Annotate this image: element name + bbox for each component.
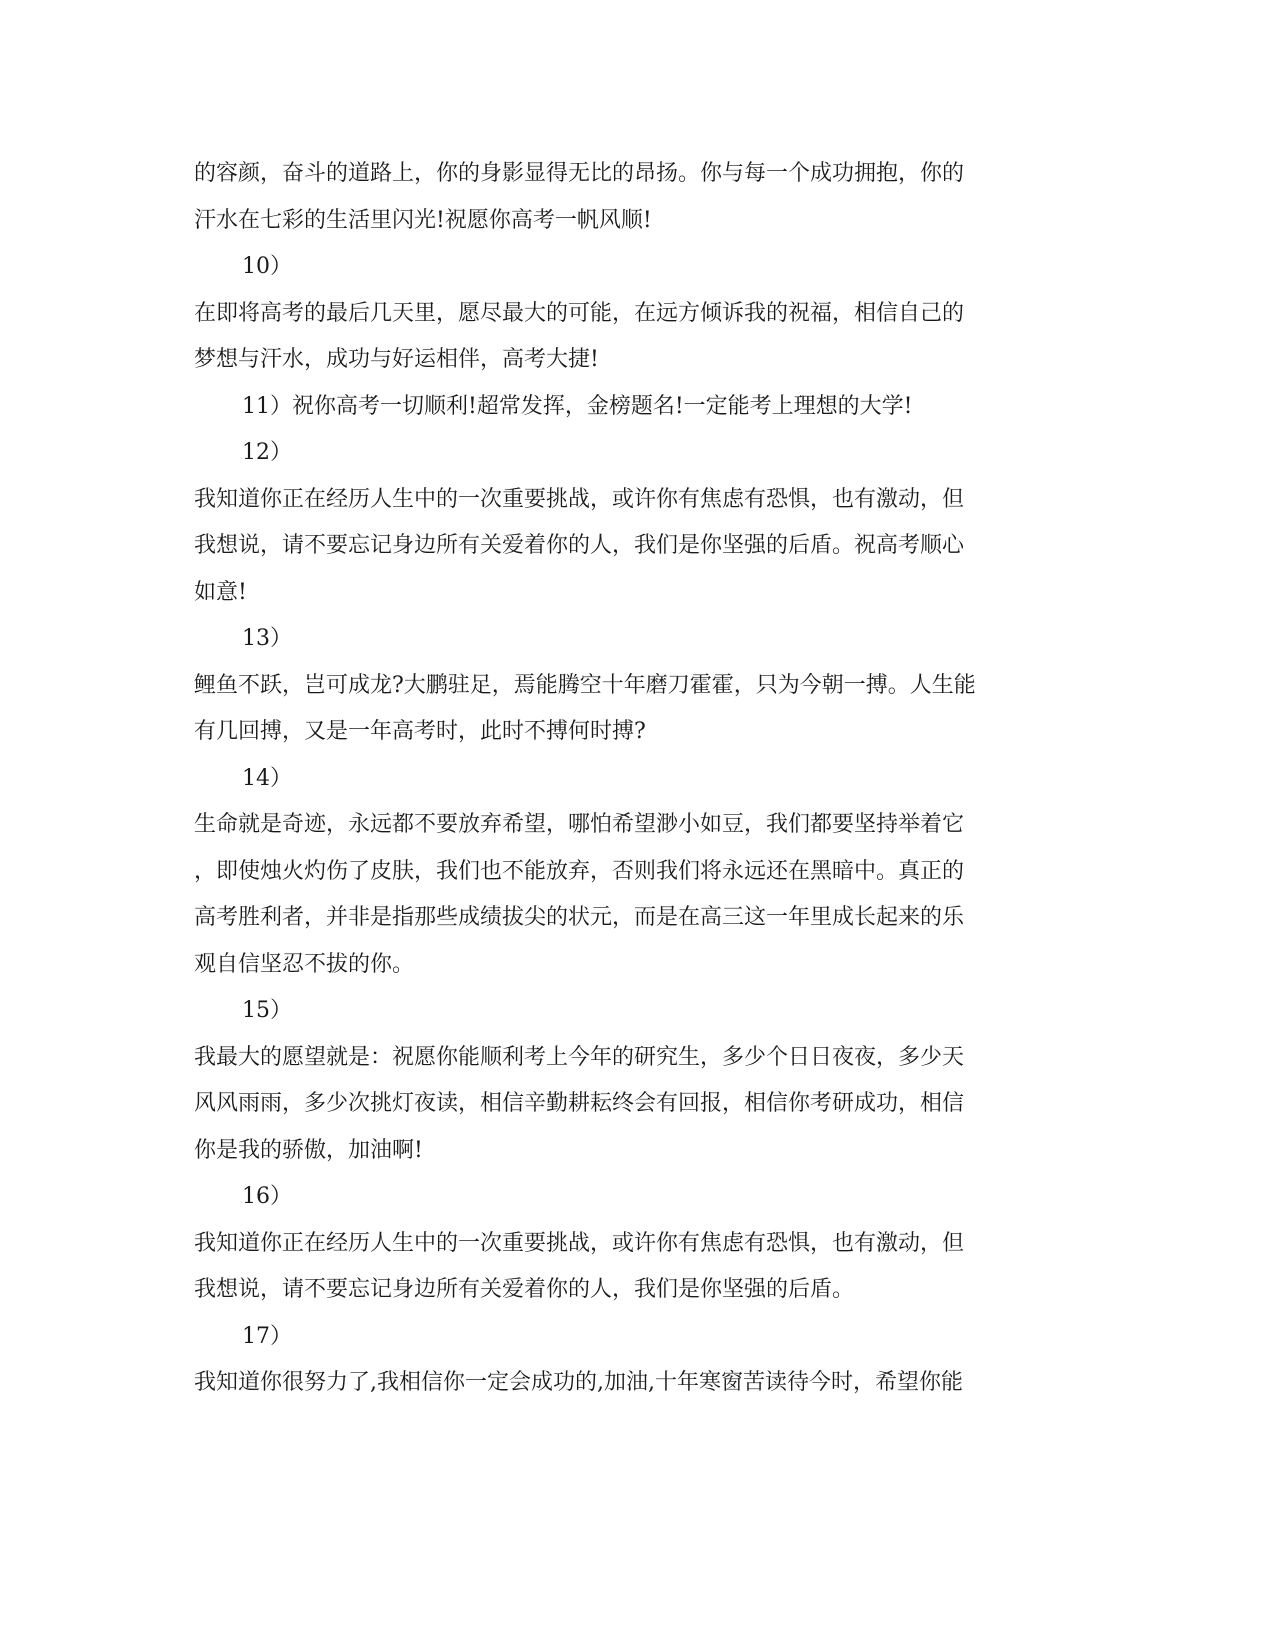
text-line: 的容颜，奋斗的道路上，你的身影显得无比的昂扬。你与每一个成功拥抱，你的: [194, 161, 965, 186]
text-line: 我知道你正在经历人生中的一次重要挑战，或许你有焦虑有恐惧，也有激动，但: [194, 486, 965, 512]
text-line: 我想说，请不要忘记身边所有关爱着你的人，我们是你坚强的后盾。祝高考顺心: [194, 533, 965, 558]
text-line: 梦想与汗水，成功与好运相伴，高考大捷!: [194, 347, 599, 372]
text-line: 生命就是奇迹，永远都不要放弃希望，哪怕希望渺小如豆，我们都要坚持举着它: [194, 812, 965, 837]
item-number: 15）: [242, 998, 292, 1023]
text-line: 如意!: [194, 579, 247, 605]
item-number: 14）: [242, 765, 292, 791]
text-line: 我知道你正在经历人生中的一次重要挑战，或许你有焦虑有恐惧，也有激动，但: [194, 1230, 965, 1256]
text-line: ，即使烛火灼伤了皮肤，我们也不能放弃，否则我们将永远还在黑暗中。真正的: [194, 858, 965, 884]
text-line: 鲤鱼不跃，岂可成龙?大鹏驻足，焉能腾空十年磨刀霍霍，只为今朝一搏。人生能: [194, 672, 976, 698]
text-line: 观自信坚忍不拔的你。: [194, 951, 415, 977]
text-line: 你是我的骄傲，加油啊!: [194, 1137, 423, 1163]
text-line: 汗水在七彩的生活里闪光!祝愿你高考一帆风顺!: [194, 207, 652, 233]
text-line: 在即将高考的最后几天里，愿尽最大的可能，在远方倾诉我的祝福，相信自己的: [194, 300, 965, 326]
text-line: 我最大的愿望就是：祝愿你能顺利考上今年的研究生，多少个日日夜夜，多少天: [194, 1044, 965, 1070]
item-number: 13）: [242, 626, 292, 651]
item-number: 12）: [242, 440, 292, 465]
item-number: 10）: [242, 254, 292, 279]
item-number: 16）: [242, 1184, 292, 1209]
text-line: 有几回搏，又是一年高考时，此时不搏何时搏?: [194, 719, 646, 744]
text-line: 风风雨雨，多少次挑灯夜读，相信辛勤耕耘终会有回报，相信你考研成功，相信: [194, 1091, 965, 1116]
text-line: 高考胜利者，并非是指那些成绩拔尖的状元，而是在高三这一年里成长起来的乐: [194, 905, 965, 930]
text-line: 我知道你很努力了,我相信你一定会成功的,加油,十年寒窗苦读待今时，希望你能: [194, 1370, 963, 1395]
text-line: 11）祝你高考一切顺利!超常发挥，金榜题名!一定能考上理想的大学!: [242, 393, 913, 419]
document-body: [194, 151, 1084, 1407]
item-number: 17）: [242, 1323, 292, 1349]
text-line: 我想说，请不要忘记身边所有关爱着你的人，我们是你坚强的后盾。: [194, 1277, 855, 1302]
